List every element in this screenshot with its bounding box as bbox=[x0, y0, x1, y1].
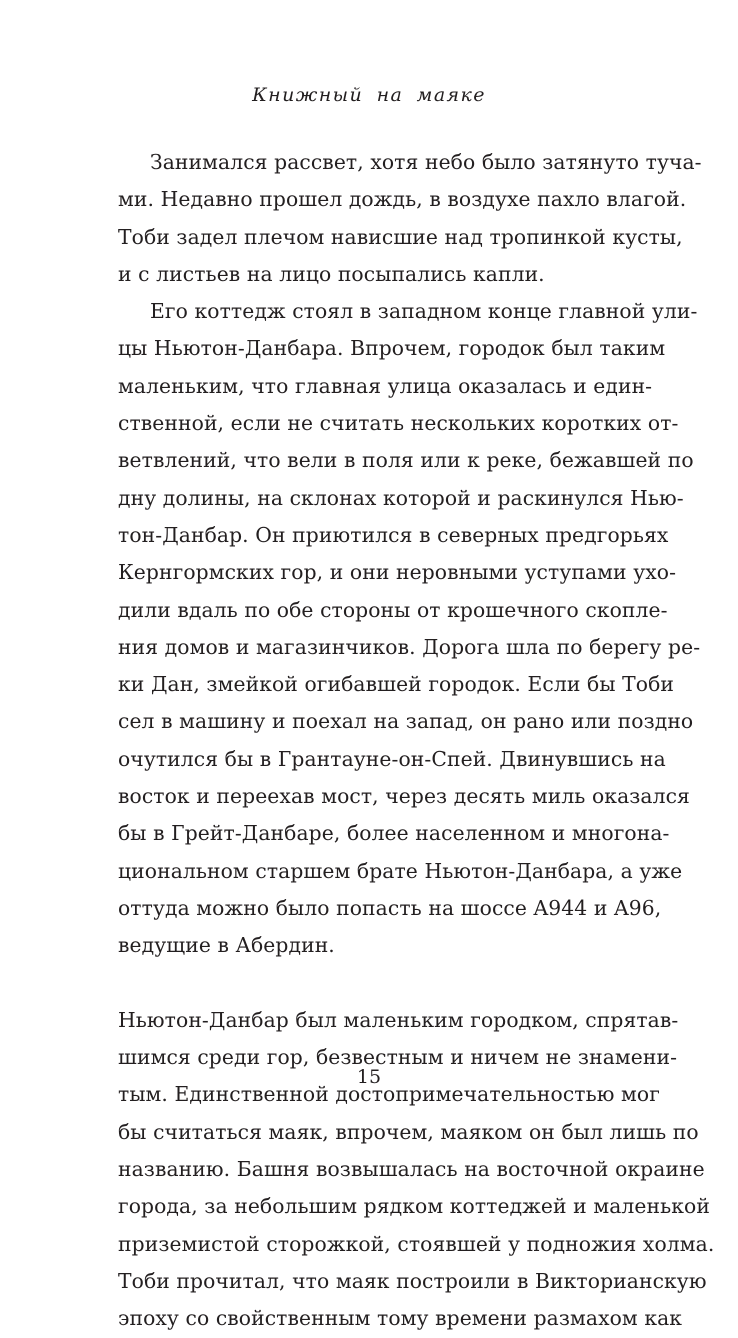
text-line: дну долины, на склонах которой и раскинулся Нью- bbox=[118, 485, 684, 510]
text-line: тым. Единственной достопримечательностью мог bbox=[118, 1082, 660, 1107]
text-line: эпоху со свойственным тому времени размахом как bbox=[118, 1306, 683, 1331]
text-line: оттуда можно было попасть на шоссе A944 и A96, bbox=[118, 895, 662, 920]
text-line: ведущие в Абердин. bbox=[118, 933, 335, 958]
text-line: ки Дан, змейкой огибавшей городок. Если бы Тоби bbox=[118, 672, 675, 697]
text-line: бы в Грейт-Данбаре, более населенном и многона- bbox=[118, 821, 670, 846]
text-line: ственной, если не считать нескольких коротких от- bbox=[118, 411, 679, 436]
page-number: 15 bbox=[356, 1066, 382, 1088]
text-line: названию. Башня возвышалась на восточной окраине bbox=[118, 1157, 705, 1182]
text-line: цы Ньютон-Данбара. Впрочем, городок был таким bbox=[118, 336, 666, 361]
text-line: тон-Данбар. Он приютился в северных предгорьях bbox=[118, 522, 669, 547]
text-line: города, за небольшим рядком коттеджей и маленькой bbox=[118, 1194, 710, 1219]
running-head: Книжный на маяке bbox=[252, 84, 486, 106]
text-line: маленьким, что главная улица оказалась и един- bbox=[118, 373, 653, 398]
text-line: ния домов и магазинчиков. Дорога шла по берегу ре- bbox=[118, 634, 701, 659]
text-line: Тоби задел плечом нависшие над тропинкой кусты, bbox=[118, 224, 683, 249]
text-line: Его коттедж стоял в западном конце главной ули- bbox=[150, 299, 698, 324]
text-line: бы считаться маяк, впрочем, маяком он был лишь по bbox=[118, 1119, 699, 1144]
text-line: восток и переехав мост, через десять миль оказался bbox=[118, 784, 690, 809]
text-line: дили вдаль по обе стороны от крошечного скопле- bbox=[118, 597, 668, 622]
text-line: приземистой сторожкой, стоявшей у подножия холма. bbox=[118, 1231, 715, 1256]
text-line: Занимался рассвет, хотя небо было затянуто туча- bbox=[150, 150, 702, 174]
text-line: Кернгормских гор, и они неровными уступами ухо- bbox=[118, 560, 677, 585]
text-line: очутился бы в Грантауне-он-Спей. Двинувшись на bbox=[118, 746, 666, 771]
text-line: сел в машину и поехал на запад, он рано или поздно bbox=[118, 709, 694, 734]
text-line: ветвлений, что вели в поля или к реке, бежавшей по bbox=[118, 448, 694, 473]
text-line: циональном старшем брате Ньютон-Данбара, а уже bbox=[118, 858, 683, 883]
text-line: Тоби прочитал, что маяк построили в Викторианскую bbox=[118, 1268, 707, 1293]
text-line: и с листьев на лицо посыпались капли. bbox=[118, 261, 545, 286]
text-line: ми. Недавно прошел дождь, в воздухе пахло влагой. bbox=[118, 187, 687, 212]
text-line: Ньютон-Данбар был маленьким городком, спрятав- bbox=[118, 1007, 679, 1032]
text-block bbox=[118, 144, 715, 1338]
section-break bbox=[118, 965, 632, 1002]
text-line: шимся среди гор, безвестным и ничем не знамени- bbox=[118, 1045, 678, 1070]
